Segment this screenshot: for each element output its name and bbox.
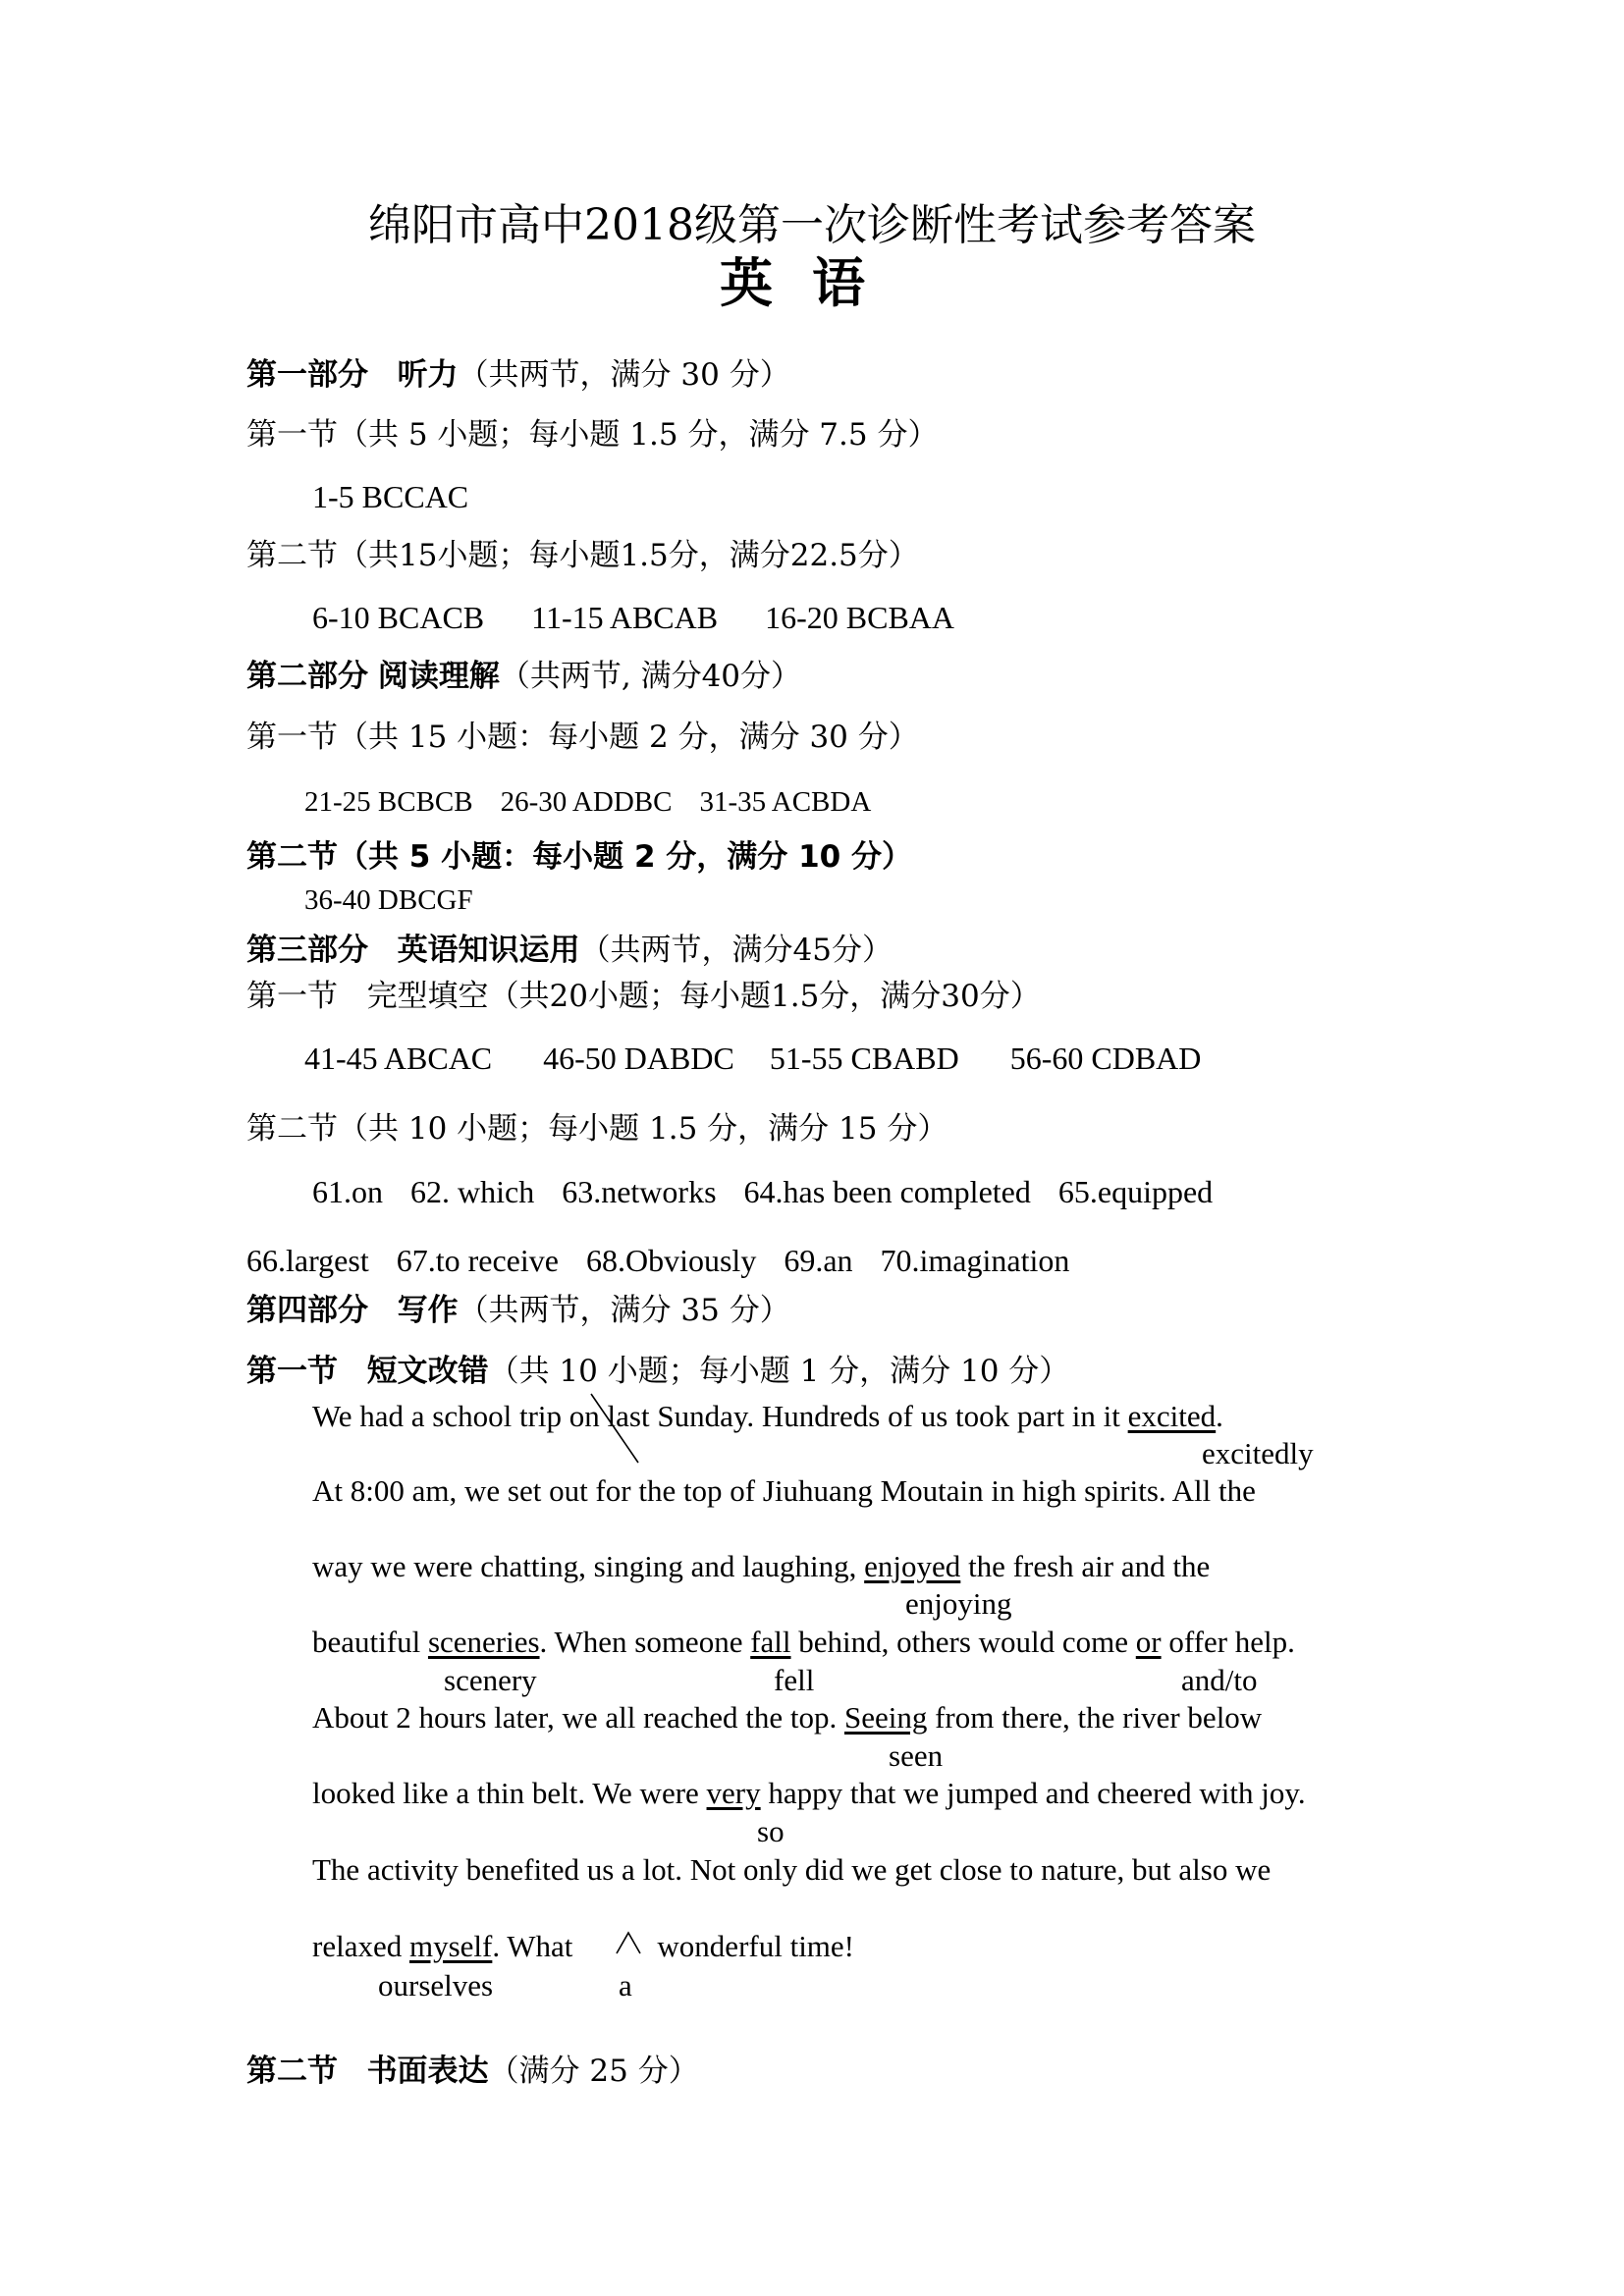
deleted-word: on [568,1399,600,1433]
essay-line-2: At 8:00 am, we set out for the top of Jiuhuang Moutain in high spirits. All the [312,1473,1256,1508]
correction-3: enjoying [905,1586,1012,1621]
answer-item: 64.has been completed [743,1174,1031,1209]
error-word: or [1135,1625,1162,1659]
part2-sec1-answers [304,788,918,817]
part4-sec1-label: 第一节 [246,1354,338,1389]
part2-sec2-heading [246,839,913,875]
part4-sec2-info: （满分 25 分） [488,2054,699,2089]
answer-item: 65.equipped [1057,1174,1214,1209]
answer-group: 21-25 BCBCB [304,786,473,818]
part3-sec2-info: （共 10 小题；每小题 1.5 分，满分 15 分） [338,1111,948,1147]
part2-sec1-label: 第一节 [246,720,338,755]
correction-6: so [757,1814,785,1848]
answer-item: 69.an [784,1243,853,1278]
document-title: 绵阳市高中2018级第一次诊断性考试参考答案 [368,200,1256,250]
answer-group: 41-45 ABCAC [304,1041,493,1076]
part1-name: 听力 [397,357,459,393]
part2-sec1-info: （共 15 小题：每小题 2 分，满分 30 分） [338,720,919,755]
subject-title: 英语 [720,252,904,314]
essay-line-1: We had a school trip on last Sunday. Hundreds of us took part in it excited. [312,1399,1223,1433]
correction-1: excitedly [1202,1436,1314,1470]
part3-sec1-name: 完型填空 [366,979,489,1014]
part2-info: （共两节, 满分40分） [499,659,802,694]
part4-label: 第四部分 [246,1293,368,1328]
answer-item: 67.to receive [396,1243,559,1278]
part4-sec1-name: 短文改错 [366,1354,489,1389]
essay-line-6: looked like a thin belt. We were very happy that we jumped and cheered with joy. [312,1776,1306,1810]
part1-label: 第一部分 [246,357,368,393]
answer-item: 68.Obviously [585,1243,757,1278]
part3-sec1-info: （共20小题；每小题1.5分，满分30分） [488,979,1041,1014]
correction-8b: a [619,1968,632,2002]
insertion-caret-icon [615,1930,644,1955]
answer-group: 51-55 CBABD [769,1041,959,1076]
part1-sec2-info: （共15小题；每小题1.5分，满分22.5分） [338,538,919,573]
part3-sec1-heading [246,979,1041,1014]
part4-sec2-name: 书面表达 [366,2054,489,2089]
part1-sec2-label: 第二节 [246,538,338,573]
answer-item: 61.on [312,1174,383,1209]
answer-group: 26-30 ADDBC [500,786,673,818]
part3-sec2-answers-row2 [246,1245,1116,1276]
essay-line-5: About 2 hours later, we all reached the top. Seeing from there, the river below [312,1700,1263,1735]
part4-info: （共两节，满分 35 分） [458,1293,790,1328]
correction-4a: scenery [444,1663,537,1697]
part3-sec1-answers [304,1042,1248,1074]
answer-group: 46-50 DABDC [543,1041,734,1076]
part2-sec1-heading [246,722,919,753]
part3-sec2-answers-row1 [312,1176,1260,1207]
part1-sec1-info: （共 5 小题；每小题 1.5 分，满分 7.5 分） [338,417,939,453]
part3-info: （共两节，满分45分） [579,933,893,968]
answer-group: 1-5 BCCAC [312,479,469,514]
answer-group: 36-40 DBCGF [304,884,473,916]
correction-8a: ourselves [378,1968,494,2002]
error-word: sceneries [427,1625,540,1659]
part3-label: 第三部分 [246,933,368,968]
part1-sec1-label: 第一节 [246,417,338,453]
essay-line-4: beautiful sceneries. When someone fall behind, others would come or offer help. [312,1625,1295,1659]
part4-sec1-info: （共 10 小题；每小题 1 分，满分 10 分） [488,1354,1070,1389]
essay-line-7: The activity benefited us a lot. Not only did we get close to nature, but also we [312,1852,1272,1887]
part3-sec1-label: 第一节 [246,979,338,1014]
error-word: very [706,1776,761,1810]
essay-line-8: relaxed myself. What wonderful time! [312,1929,854,1963]
answer-item: 66.largest [246,1243,369,1278]
correction-4c: and/to [1181,1663,1258,1697]
part1-sec1-answers [312,481,515,512]
answer-group: 16-20 BCBAA [765,600,954,635]
answer-group: 11-15 ABCAB [531,600,719,635]
part2-name: 阅读理解 [377,659,500,694]
part4-name: 写作 [397,1293,459,1328]
error-word: fall [750,1625,791,1659]
part3-sec2-label: 第二节 [246,1111,338,1147]
part1-info: （共两节，满分 30 分） [458,357,790,393]
part3-sec2-heading [246,1111,948,1147]
deletion-slash-icon [589,1392,648,1470]
answer-item: 63.networks [562,1174,717,1209]
error-word: excited [1127,1399,1217,1433]
part1-heading [246,357,790,393]
part3-heading [246,935,893,966]
essay-line-3: way we were chatting, singing and laughing, enjoyed the fresh air and the [312,1549,1211,1583]
part2-heading [246,659,802,694]
answer-group: 6-10 BCACB [312,600,485,635]
answer-group: 56-60 CDBAD [1009,1041,1202,1076]
answer-item: 70.imagination [880,1243,1070,1278]
part1-sec2-answers [312,602,1001,633]
correction-5: seen [889,1738,944,1773]
part2-sec2-label: 第二节 [246,839,338,875]
part2-sec2-answers [304,886,520,915]
answer-group: 31-35 ACBDA [699,786,872,818]
part1-sec1-heading [246,417,939,453]
part4-sec2-label: 第二节 [246,2054,338,2089]
answer-item: 62. which [410,1174,535,1209]
error-word: myself [408,1929,493,1963]
part1-sec2-heading [246,538,919,573]
correction-4b: fell [774,1663,815,1697]
part2-label: 第二部分 [246,659,368,694]
part4-heading [246,1293,790,1328]
part2-sec2-info: （共 5 小题：每小题 2 分，满分 10 分） [338,839,913,875]
error-word: enjoyed [864,1549,961,1583]
part4-sec1-heading [246,1354,1070,1389]
part4-sec2-heading [246,2056,699,2087]
error-word: Seeing [843,1700,928,1735]
part3-name: 英语知识运用 [397,933,580,968]
